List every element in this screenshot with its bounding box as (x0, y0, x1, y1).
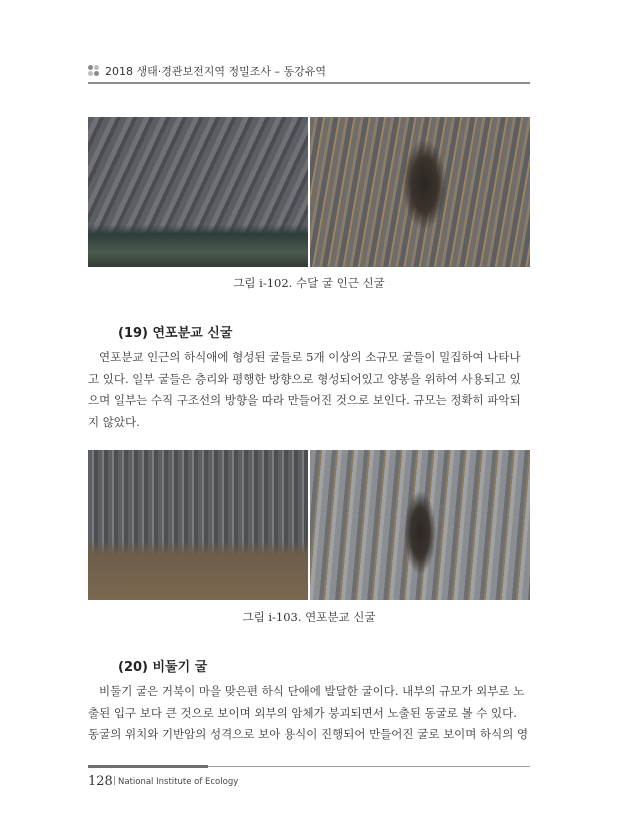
page-number: 128 (88, 774, 113, 789)
footer-rule (88, 765, 208, 768)
paragraph-line: 출된 입구 보다 큰 것으로 보이며 외부의 암체가 붕괴되면서 노출된 동굴로 볼 수 있다. (88, 705, 517, 720)
footer-rule-thin (208, 766, 530, 767)
figure-1-photo-right (310, 117, 530, 267)
header-rule (88, 82, 530, 84)
figure-1-photo-left (88, 117, 308, 267)
header-title: 2018 생태·경관보전지역 정밀조사 – 동강유역 (105, 65, 326, 78)
figure-1 (88, 117, 530, 267)
paragraph-line: 으며 일부는 수직 구조선의 방향을 따라 만들어진 것으로 보인다. 규모는 정확히 파악되 (88, 393, 521, 407)
header-dots-icon (88, 65, 100, 77)
section-19-paragraph (88, 347, 530, 433)
paragraph-line: 지 않았다. (88, 414, 140, 429)
footer-separator: | (113, 776, 117, 786)
figure-2-photo-left (88, 450, 308, 600)
section-20-title: (20) 비둘기 굴 (118, 660, 208, 675)
section-19-title: (19) 연포분교 신굴 (118, 326, 233, 341)
paragraph-line: 비둘기 굴은 거북이 마을 맞은편 하식 단애에 발달한 굴이다. 내부의 규모가 외부로 노 (99, 684, 525, 698)
running-header (88, 62, 530, 80)
figure-2-photo-right (310, 450, 530, 600)
figure-2 (88, 450, 530, 600)
figure-2-caption: 그림 i-103. 연포분교 신굴 (242, 610, 376, 624)
paragraph-line: 동굴의 위치와 기반암의 성격으로 보아 용식이 진행되어 만들어진 굴로 보이며 하식의 영 (88, 727, 529, 741)
paragraph-line: 연포분교 인근의 하식애에 형성된 굴들로 5개 이상의 소규모 굴들이 밀집하여 나타나 (99, 350, 521, 364)
footer-institution: National Institute of Ecology (118, 777, 239, 787)
figure-1-caption: 그림 i-102. 수달 굴 인근 신굴 (233, 276, 385, 290)
section-20-paragraph (88, 681, 530, 746)
paragraph-line: 고 있다. 일부 굴들은 층리와 평행한 방향으로 형성되어있고 양봉을 위하여 사용되고 있 (88, 371, 521, 386)
